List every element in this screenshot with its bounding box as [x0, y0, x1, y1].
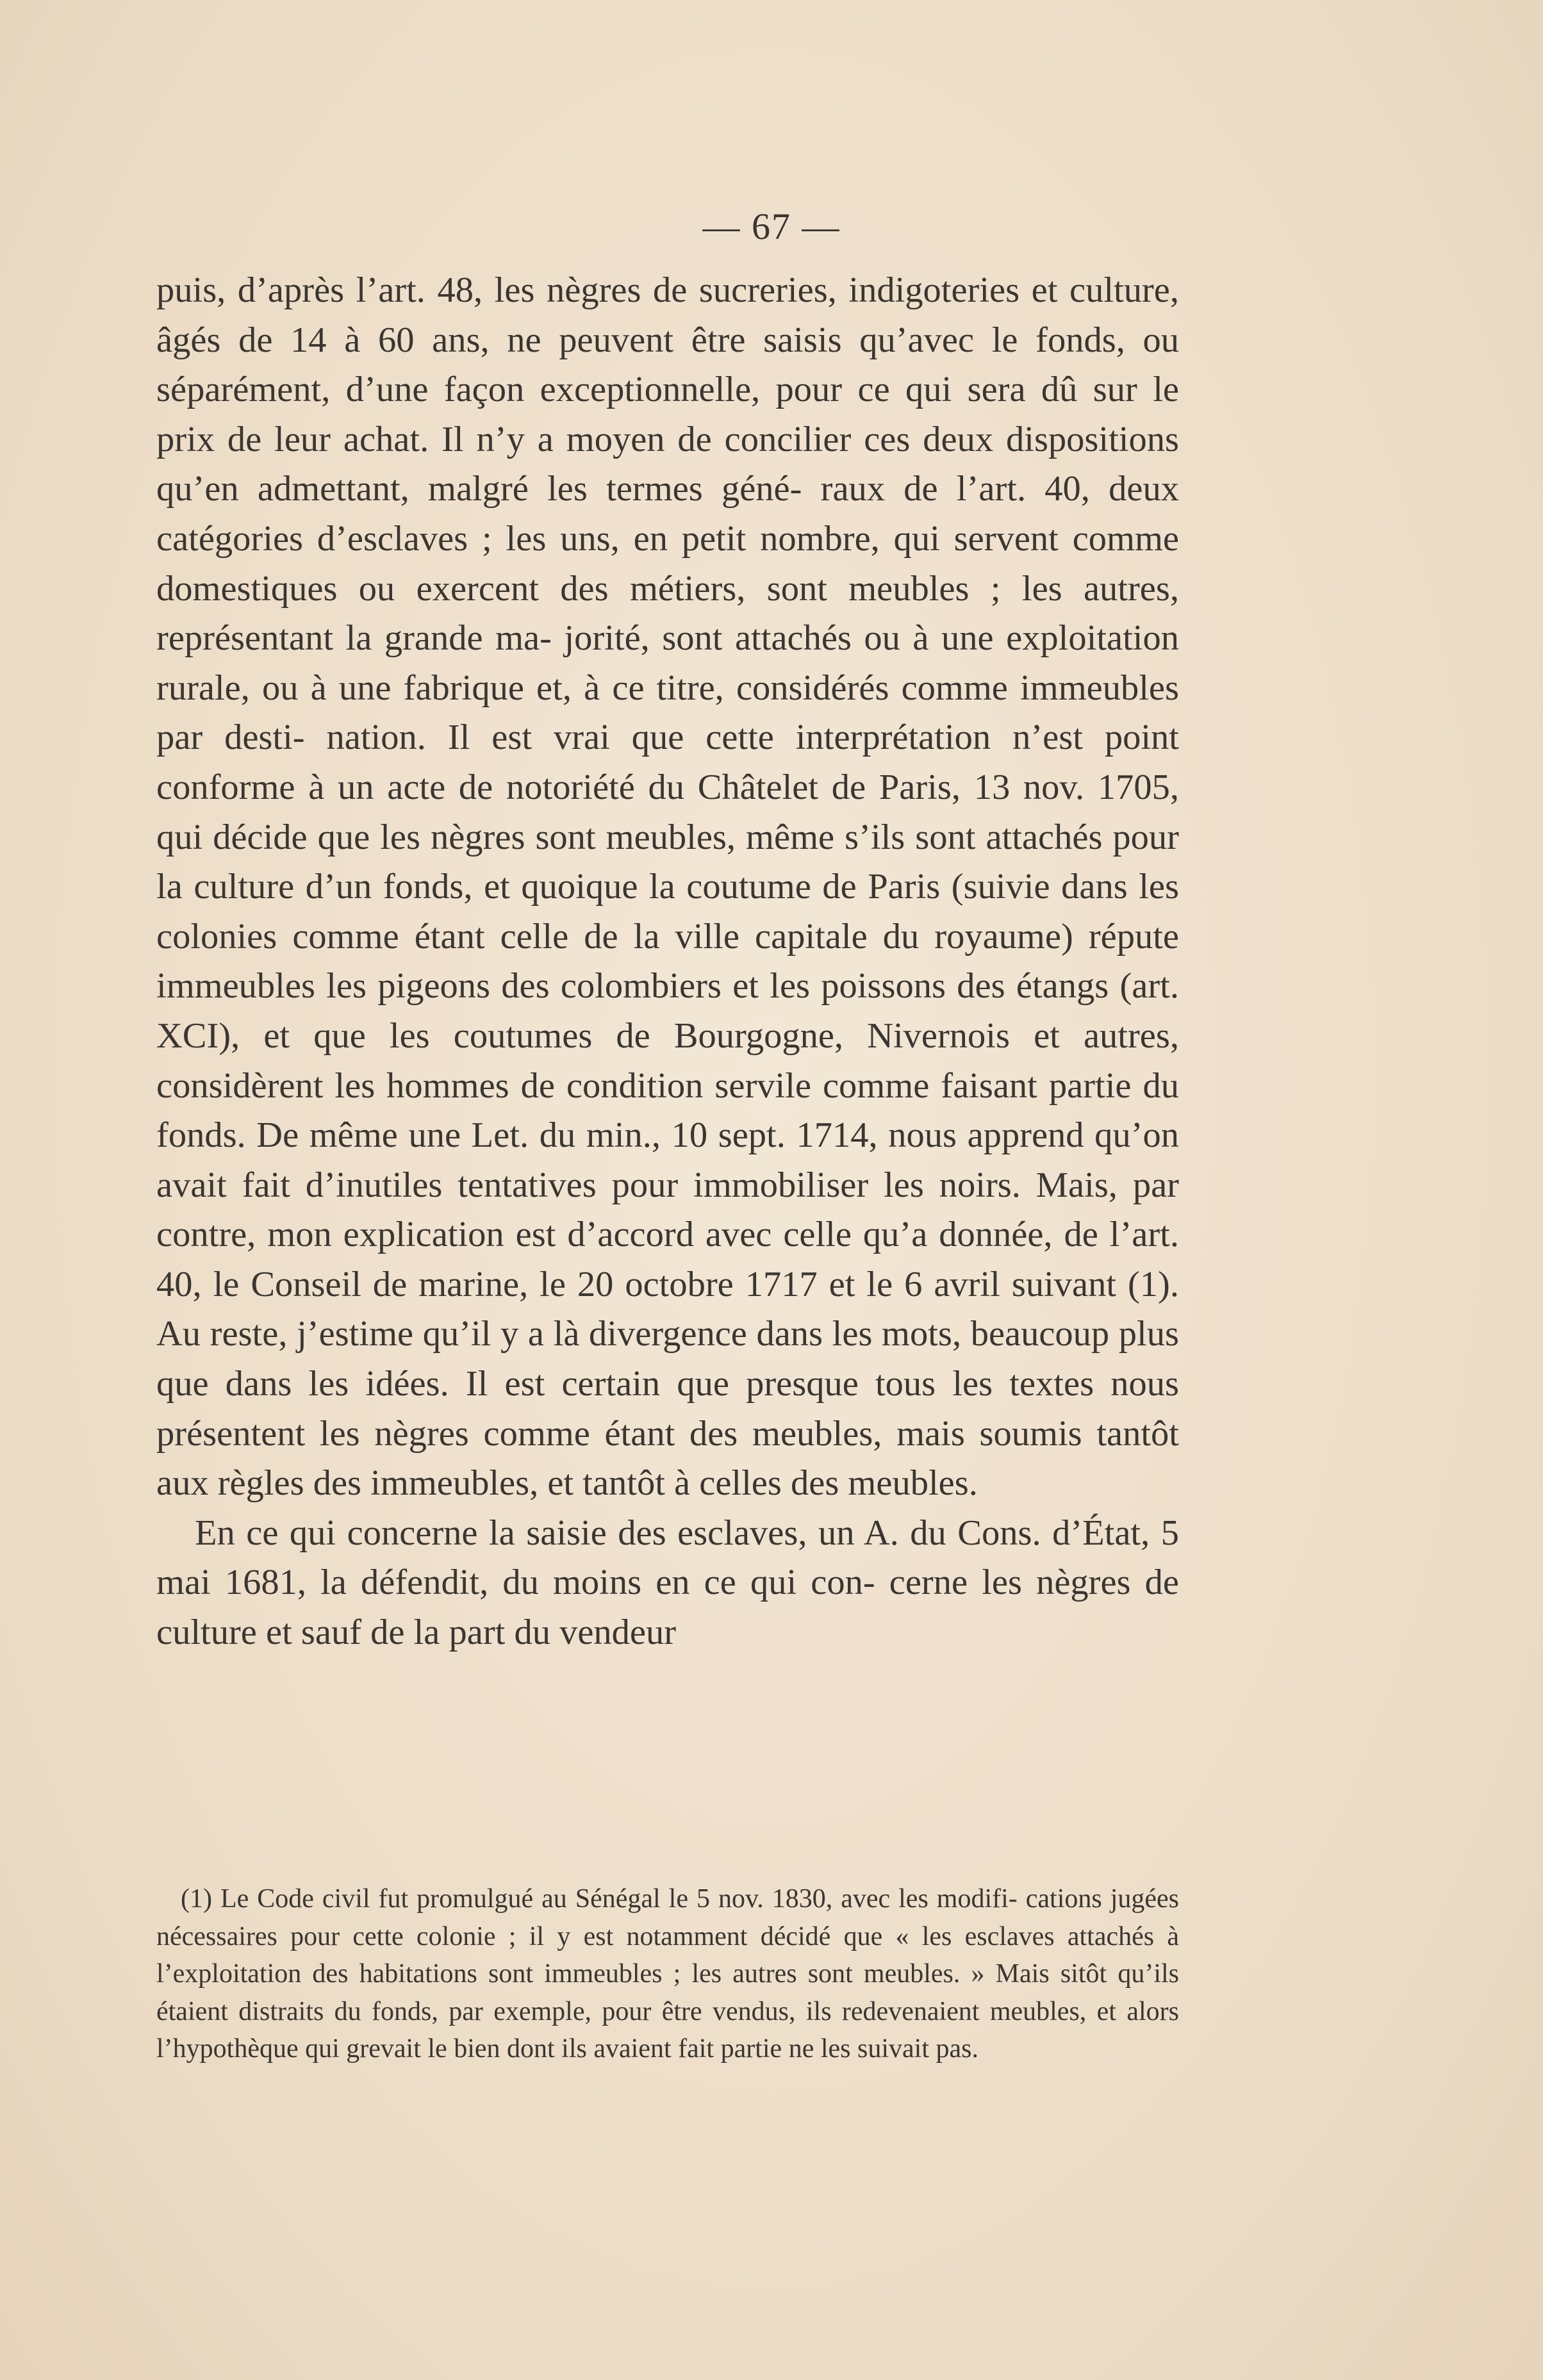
- footnote-text: (1) Le Code civil fut promulgué au Sénégal le 5 nov. 1830, avec les modifi- cations jugées nécessaires pour cette colonie ; il y est notamment décidé que « les esclaves attachés à l’exploitation des habitations sont immeubles ; les autres sont meubles. » Mais sitôt qu’ils étaient distraits du fonds, par exemple, pour être vendus, ils redevenaient meubles, et alors l’hypothèque qui grevait le bien dont ils avaient fait partie ne les suivait pas.: [156, 1884, 1179, 2064]
- page-number: — 67 —: [702, 206, 841, 247]
- paragraph: puis, d’après l’art. 48, les nègres de sucreries, indigoteries et culture, âgés de 14 à 60 ans, ne peuvent être saisis qu’avec le fonds, ou séparément, d’une façon exceptionnelle, pour ce qui sera dû sur le prix de leur achat. Il n’y a moyen de concilier ces deux dispositions qu’en admettant, malgré les termes géné- raux de l’art. 40, deux catégories d’esclaves ; les uns, en petit nombre, qui servent comme domestiques ou exercent des métiers, sont meubles ; les autres, représentant la grande ma- jorité, sont attachés ou à une exploitation rurale, ou à une fabrique et, à ce titre, considérés comme immeubles par desti- nation. Il est vrai que cette interprétation n’est point conforme à un acte de notoriété du Châtelet de Paris, 13 nov. 1705, qui décide que les nègres sont meubles, même s’ils sont attachés pour la culture d’un fonds, et quoique la coutume de Paris (suivie dans les colonies comme étant celle de la ville capitale du royaume) répute immeubles les pigeons des colombiers et les poissons des étangs (art. XCI), et que les coutumes de Bourgogne, Nivernois et autres, considèrent les hommes de condition servile comme faisant partie du fonds. De même une Let. du min., 10 sept. 1714, nous apprend qu’on avait fait d’inutiles tentatives pour immobiliser les noirs. Mais, par contre, mon explication est d’accord avec celle qu’a donnée, de l’art. 40, le Conseil de marine, le 20 octobre 1717 et le 6 avril suivant (1). Au reste, j’estime qu’il y a là divergence dans les mots, beaucoup plus que dans les idées. Il est certain que presque tous les textes nous présentent les nègres comme étant des meubles, mais soumis tantôt aux règles des immeubles, et tantôt à celles des meubles.: [156, 270, 1179, 1504]
- main-text: [156, 266, 1179, 1658]
- footnote: [156, 1880, 1179, 2068]
- paragraph: En ce qui concerne la saisie des esclaves, un A. du Cons. d’État, 5 mai 1681, la défendit, du moins en ce qui con- cerne les nègres de culture et sauf de la part du vendeur: [156, 1513, 1179, 1653]
